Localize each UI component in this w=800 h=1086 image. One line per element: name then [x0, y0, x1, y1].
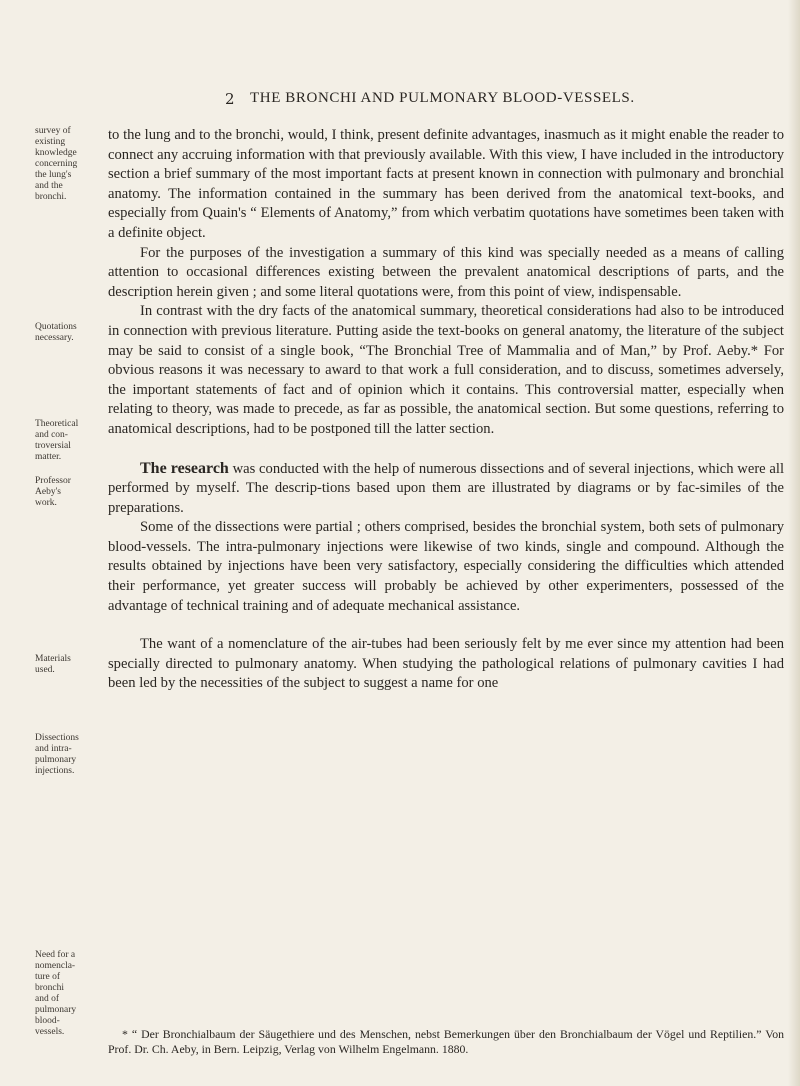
- page-number: 2: [225, 90, 235, 108]
- paragraph: [108, 459, 784, 519]
- margin-note-line: Quotations: [35, 322, 77, 332]
- paragraph: For the purposes of the investigation a summary of this kind was specially needed as a means of calling attention to occasional differences existing between the prevalent anatomical descriptions of parts, and the description herein given ; and some literal quotations were, from this point of view, indispensable.: [108, 244, 784, 300]
- margin-note-materials: [35, 654, 100, 676]
- margin-note-line: Materials: [35, 654, 71, 664]
- margin-note-line: Need for a: [35, 950, 76, 960]
- page-header: [0, 90, 800, 110]
- margin-note-nomenclature: [35, 950, 100, 1038]
- margin-note-line: the lung's: [35, 170, 72, 180]
- margin-note-survey: [35, 126, 100, 203]
- paragraph-body: was conducted with the help of numerous dissections and of several injections, which were all performed by myself. The descrip-tions based upon them are illustrated by diagrams or by fac-similes of the preparations.: [108, 460, 784, 516]
- margin-note-line: Aeby's: [35, 487, 61, 497]
- margin-note-line: used.: [35, 665, 55, 675]
- margin-note-line: necessary.: [35, 333, 74, 343]
- margin-note-line: and con-: [35, 430, 68, 440]
- main-text: [108, 126, 784, 694]
- margin-note-line: matter.: [35, 452, 62, 462]
- margin-note-line: bronchi.: [35, 192, 67, 202]
- paragraph: Some of the dissections were partial ; others comprised, besides the bronchial system, both sets of pulmonary blood-vessels. The intra-pulmonary injections were likewise of two kinds, single and compound. Although the results obtained by injections have been very satisfactory, especially considering the difficulties which attended their performance, yet greater success will probably be achieved by other experimenters, possessed of the advantage of technical training and of adequate mechanical assistance.: [108, 519, 784, 614]
- margin-note-dissections: [35, 733, 100, 777]
- margin-note-line: work.: [35, 498, 57, 508]
- paragraph: The want of a nomenclature of the air-tubes had been seriously felt by me ever since my attention had been specially directed to pulmonary anatomy. When studying the pathological relations of pulmonary cavities I had been led by the necessities of the subject to suggest a name for one: [108, 636, 784, 692]
- margin-note-line: Professor: [35, 476, 71, 486]
- paragraph-lead: The research: [140, 459, 229, 477]
- margin-note-line: existing: [35, 137, 66, 147]
- margin-note-line: and the: [35, 181, 63, 191]
- margin-note-line: ture of: [35, 972, 61, 982]
- margin-note-line: pulmonary: [35, 755, 77, 765]
- paragraph: In contrast with the dry facts of the anatomical summary, theoretical considerations had also to be introduced in connection with previous literature. Putting aside the text-books on general anatomy, the literature of the subject may be said to consist of a single book, “The Bronchial Tree of Mammalia and of Man,” by Prof. Aeby.* For obvious reasons it was necessary to award to that work a full consideration, and to discuss, sometimes adversely, the important statements of fact and of opinion which it contains. This controversial matter, especially when relating to theory, was made to precede, as far as possible, the anatomical section. But some questions, referring to anatomical descriptions, had to be postponed till the latter section.: [108, 303, 784, 437]
- margin-note-line: Dissections: [35, 733, 79, 743]
- margin-note-theoretical: [35, 419, 100, 463]
- margin-note-quotations: [35, 322, 100, 344]
- footnote-text: * “ Der Bronchialbaum der Säugethiere und des Menschen, nebst Bemerkungen über den Bronchialbaum der Vögel und Reptilien.” Von Prof. Dr. Ch. Aeby, in Bern. Leipzig, Verlag von Wilhelm Engelmann. 1880.: [108, 1027, 784, 1056]
- margin-note-line: vessels.: [35, 1027, 65, 1037]
- margin-note-line: pulmonary: [35, 1005, 77, 1015]
- margin-note-line: bronchi: [35, 983, 65, 993]
- margin-note-line: survey of: [35, 126, 71, 136]
- margin-note-line: injections.: [35, 766, 75, 776]
- running-head: THE BRONCHI AND PULMONARY BLOOD-VESSELS.: [250, 90, 635, 106]
- margin-note-line: troversial: [35, 441, 71, 451]
- paragraph: to the lung and to the bronchi, would, I think, present definite advantages, inasmuch as it might enable the reader to connect any accruing information with that previously available. With this view, I have included in the introductory section a brief summary of the most important facts at present known in connection with pulmonary and bronchial anatomy. The information contained in the summary has been derived from the anatomical text-books, and especially from Quain's “ Elements of Anatomy,” from which verbatim quotations have sometimes been taken with a definite object.: [108, 127, 784, 241]
- margin-note-line: nomencla-: [35, 961, 76, 971]
- footnote: [108, 1027, 784, 1057]
- margin-note-aeby: [35, 476, 100, 509]
- margin-note-line: knowledge: [35, 148, 77, 158]
- margin-note-line: Theoretical: [35, 419, 79, 429]
- margin-note-line: concerning: [35, 159, 78, 169]
- margin-note-line: and intra-: [35, 744, 72, 754]
- page-edge-shadow: [788, 0, 800, 1086]
- margin-note-line: blood-: [35, 1016, 60, 1026]
- margin-note-line: and of: [35, 994, 60, 1004]
